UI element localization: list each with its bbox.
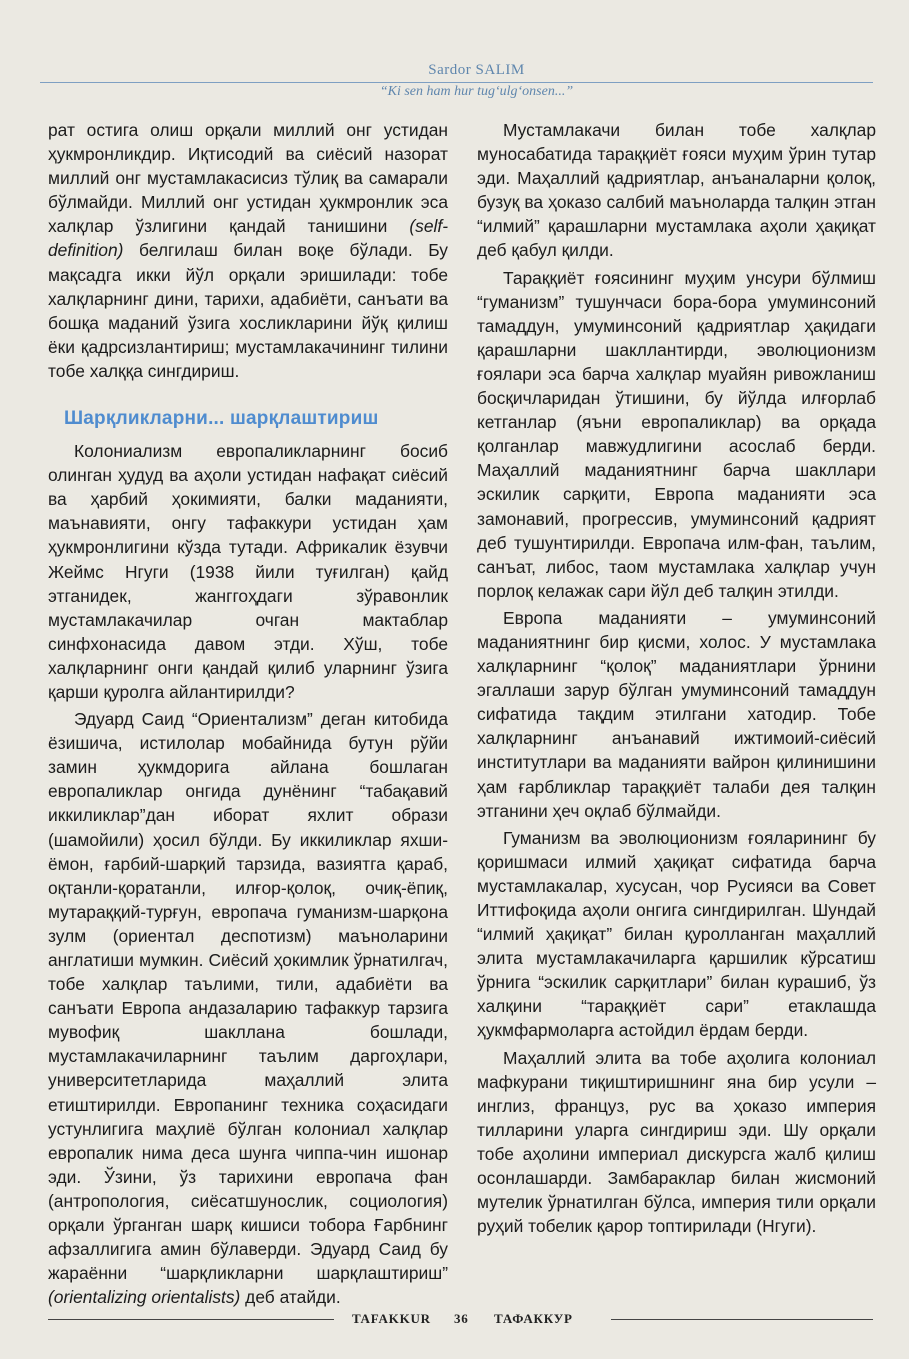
magazine-name-cyrillic: ТАФАККУР [494,1311,573,1326]
paragraph [48,707,448,1309]
paragraph-text: Эдуард Саид “Ориентализм” деган китобида ёзишича, истилолар мобайнида бутун рўйи замин ҳукмдорига айлана бошлаган европаликлар онгида дунёнинг “табақавий иккиликлар”дан иборат яхлит образи (шамойили) ҳосил бўлди. Бу иккиликлар яхши-ёмон, ғарбий-шарқий тарзида, вазиятга қараб, оқтанли-қоратанли, илғор-қолоқ, очиқ-ёпиқ, мутараққий-турғун, европача гуманизм-шарқона зулм (ориентал деспотизм) маъноларини англатиши мумкин. Сиёсий ҳокимлик ўрнатилгач, тобе халқлар таълими, тили, адабиёти ва санъати Европа андазаларию тафаккур тарзига мувофиқ шаклланa бошлади, мустамлакачиларнинг таълим даргоҳлари, университетларида маҳаллий элита етиштирилди. Европанинг техника соҳасидаги устунлигига маҳлиё бўлган колониал халқлар европалик нима деса шунга чиппа-чин ишонар эди. Ўзини, ўз тарихини европача фан (антропология, сиёсатшунослик, социология) орқали ўрганган шарқ кишиси тобора Ғарбнинг афзаллигига амин бўлаверди. Эдуард Саид бу жараённи “шарқликларни шарқлаштириш” [48,709,448,1284]
paragraph: Колониализм европаликларнинг босиб олинган ҳудуд ва аҳоли устидан нафақат сиёсий ва ҳарбий ҳокимияти, балки маданияти, маънавияти, онгу тафаккури устидан ҳам ҳукмронлигини кўзда тутади. Африкалик ёзувчи Жеймс Нгуги (1938 йили туғилган) қайд этганидек, жанггоҳдаги зўравонлик мустамлакачилар очган мактаблар синфхонасида давом этди. Хўш, тобе халқларнинг онги қандай қилиб уларнинг ўзига қарши қуролга айлантирилди? [48,441,448,702]
paragraph-text: рат остига олиш орқали миллий онг устидан ҳукмронликдир. Иқтисодий ва сиёсий назорат миллий онг мустамлакасисиз тўлиқ ва самарали бўлмайди. Миллий онг устидан ҳукмронлик эса халқлар ўзлигини қандай танишини [48,120,448,237]
section-heading: Шарқликларни... шарқлаштириш [64,408,379,430]
footer-rule-right [611,1319,873,1320]
paragraph: Гуманизм ва эволюционизм ғояларининг бу қоришмаси илмий ҳақиқат сифатида барча мустамлакалар, хусусан, чор Русияси ва Совет Иттифоқида аҳоли онгига сингдирилган. Шундай “илмий ҳақиқат” билан қуролланган маҳаллий элита мустамлакачиларга қаршилик кўрсатиш ўрнига “эскилик сарқитлари” билан курашиб, ўз халқини “тараққиёт сари” етаклашда ҳукмфармоларга астойдил ёрдам берди. [477,827,876,1041]
page-footer [48,1309,873,1329]
term-orientalizing: (orientalizing orientalists) [48,1287,241,1308]
left-column [48,118,448,1309]
footer-rule-left [48,1319,334,1320]
epigraph: “Ki sen ham hur tug‘ulg‘onsen...” [379,84,574,99]
page-number: 36 [454,1311,469,1326]
right-column [477,118,876,1238]
magazine-name-latin: TAFAKKUR [352,1311,431,1326]
paragraph-text: белгилаш билан воқе бўлади. Бу мақсадга икки йўл орқали эришилади: тобе халқларнинг дини, тарихи, адабиёти, санъати ва бошқа маданий ўзига хосликларини йўқ қилиш ёки қадрсизлантириш; мустамлакачининг тилини тобе халққа сингдириш. [48,240,448,381]
paragraph: Маҳаллий элита ва тобе аҳолига колониал мафкурани тиқиштиришнинг яна бир усули – инглиз, француз, рус ва ҳоказо империя тилларини уларга сингдириш эди. Шу орқали тобе аҳолини империал дискурсга жалб қилиш осонлашарди. Замбараклар билан жисмоний мутелик ўрнатилган бўлса, империя тили орқали руҳий тобелик қарор топтирилади (Нгуги). [477,1047,876,1237]
paragraph: Европа маданияти – умуминсоний маданиятнинг бир қисми, холос. У мустамлака халқларнинг “қолоқ” маданиятлари ўрнини эгаллаши зарур бўлган умуминсоний тамаддун сифатида тақдим этилгани хатодир. Тобе халқларнинг анъанавий ижтимоий-сиёсий институтлари ва маданияти вайрон қилинишини ҳам ғарбликлар тараққиёт талаби дея талқин этганини ҳеч оқлаб бўлмайди. [477,607,876,821]
paragraph [48,118,448,383]
term-self-definition: (self-definition) [48,216,448,261]
paragraph: Мустамлакачи билан тобе халқлар муносабатида тараққиёт ғояси муҳим ўрин тутар эди. Маҳаллий қадриятлар, анъаналарни қолоқ, бузуқ ва ҳоказо салбий маъноларда талқин этган “илмий” қарашларни мустамлака аҳоли ҳақиқат деб қабул қилди. [477,120,876,261]
author-name: Sardor SALIM [428,62,525,78]
paragraph-text: деб атайди. [240,1287,341,1308]
running-header [40,60,873,101]
paragraph: Тараққиёт ғоясининг муҳим унсури бўлмиш “гуманизм” тушунчаси бора-бора умуминсоний тамаддун, умуминсоний қадриятлар ҳақидаги қарашларни шакллантирди, эволюционизм ғоялари эса барча халқлар муайян ривожланиш босқичларидан ўтишини, бу йўлда илғорлаб кетганлар (яъни европаликлар) ва орқада қолганлар мавжудлигини асослаб берди. Маҳаллий маданиятнинг барча шакллари эскилик сарқити, Европа маданияти эса замонавий, прогрессив, умуминсоний қадрият деб тушунтирилди. Европача илм-фан, таълим, санъат, либос, таом мустамлака халқлар учун порлоқ келажак сари йўл деб талқин этилди. [477,267,876,601]
